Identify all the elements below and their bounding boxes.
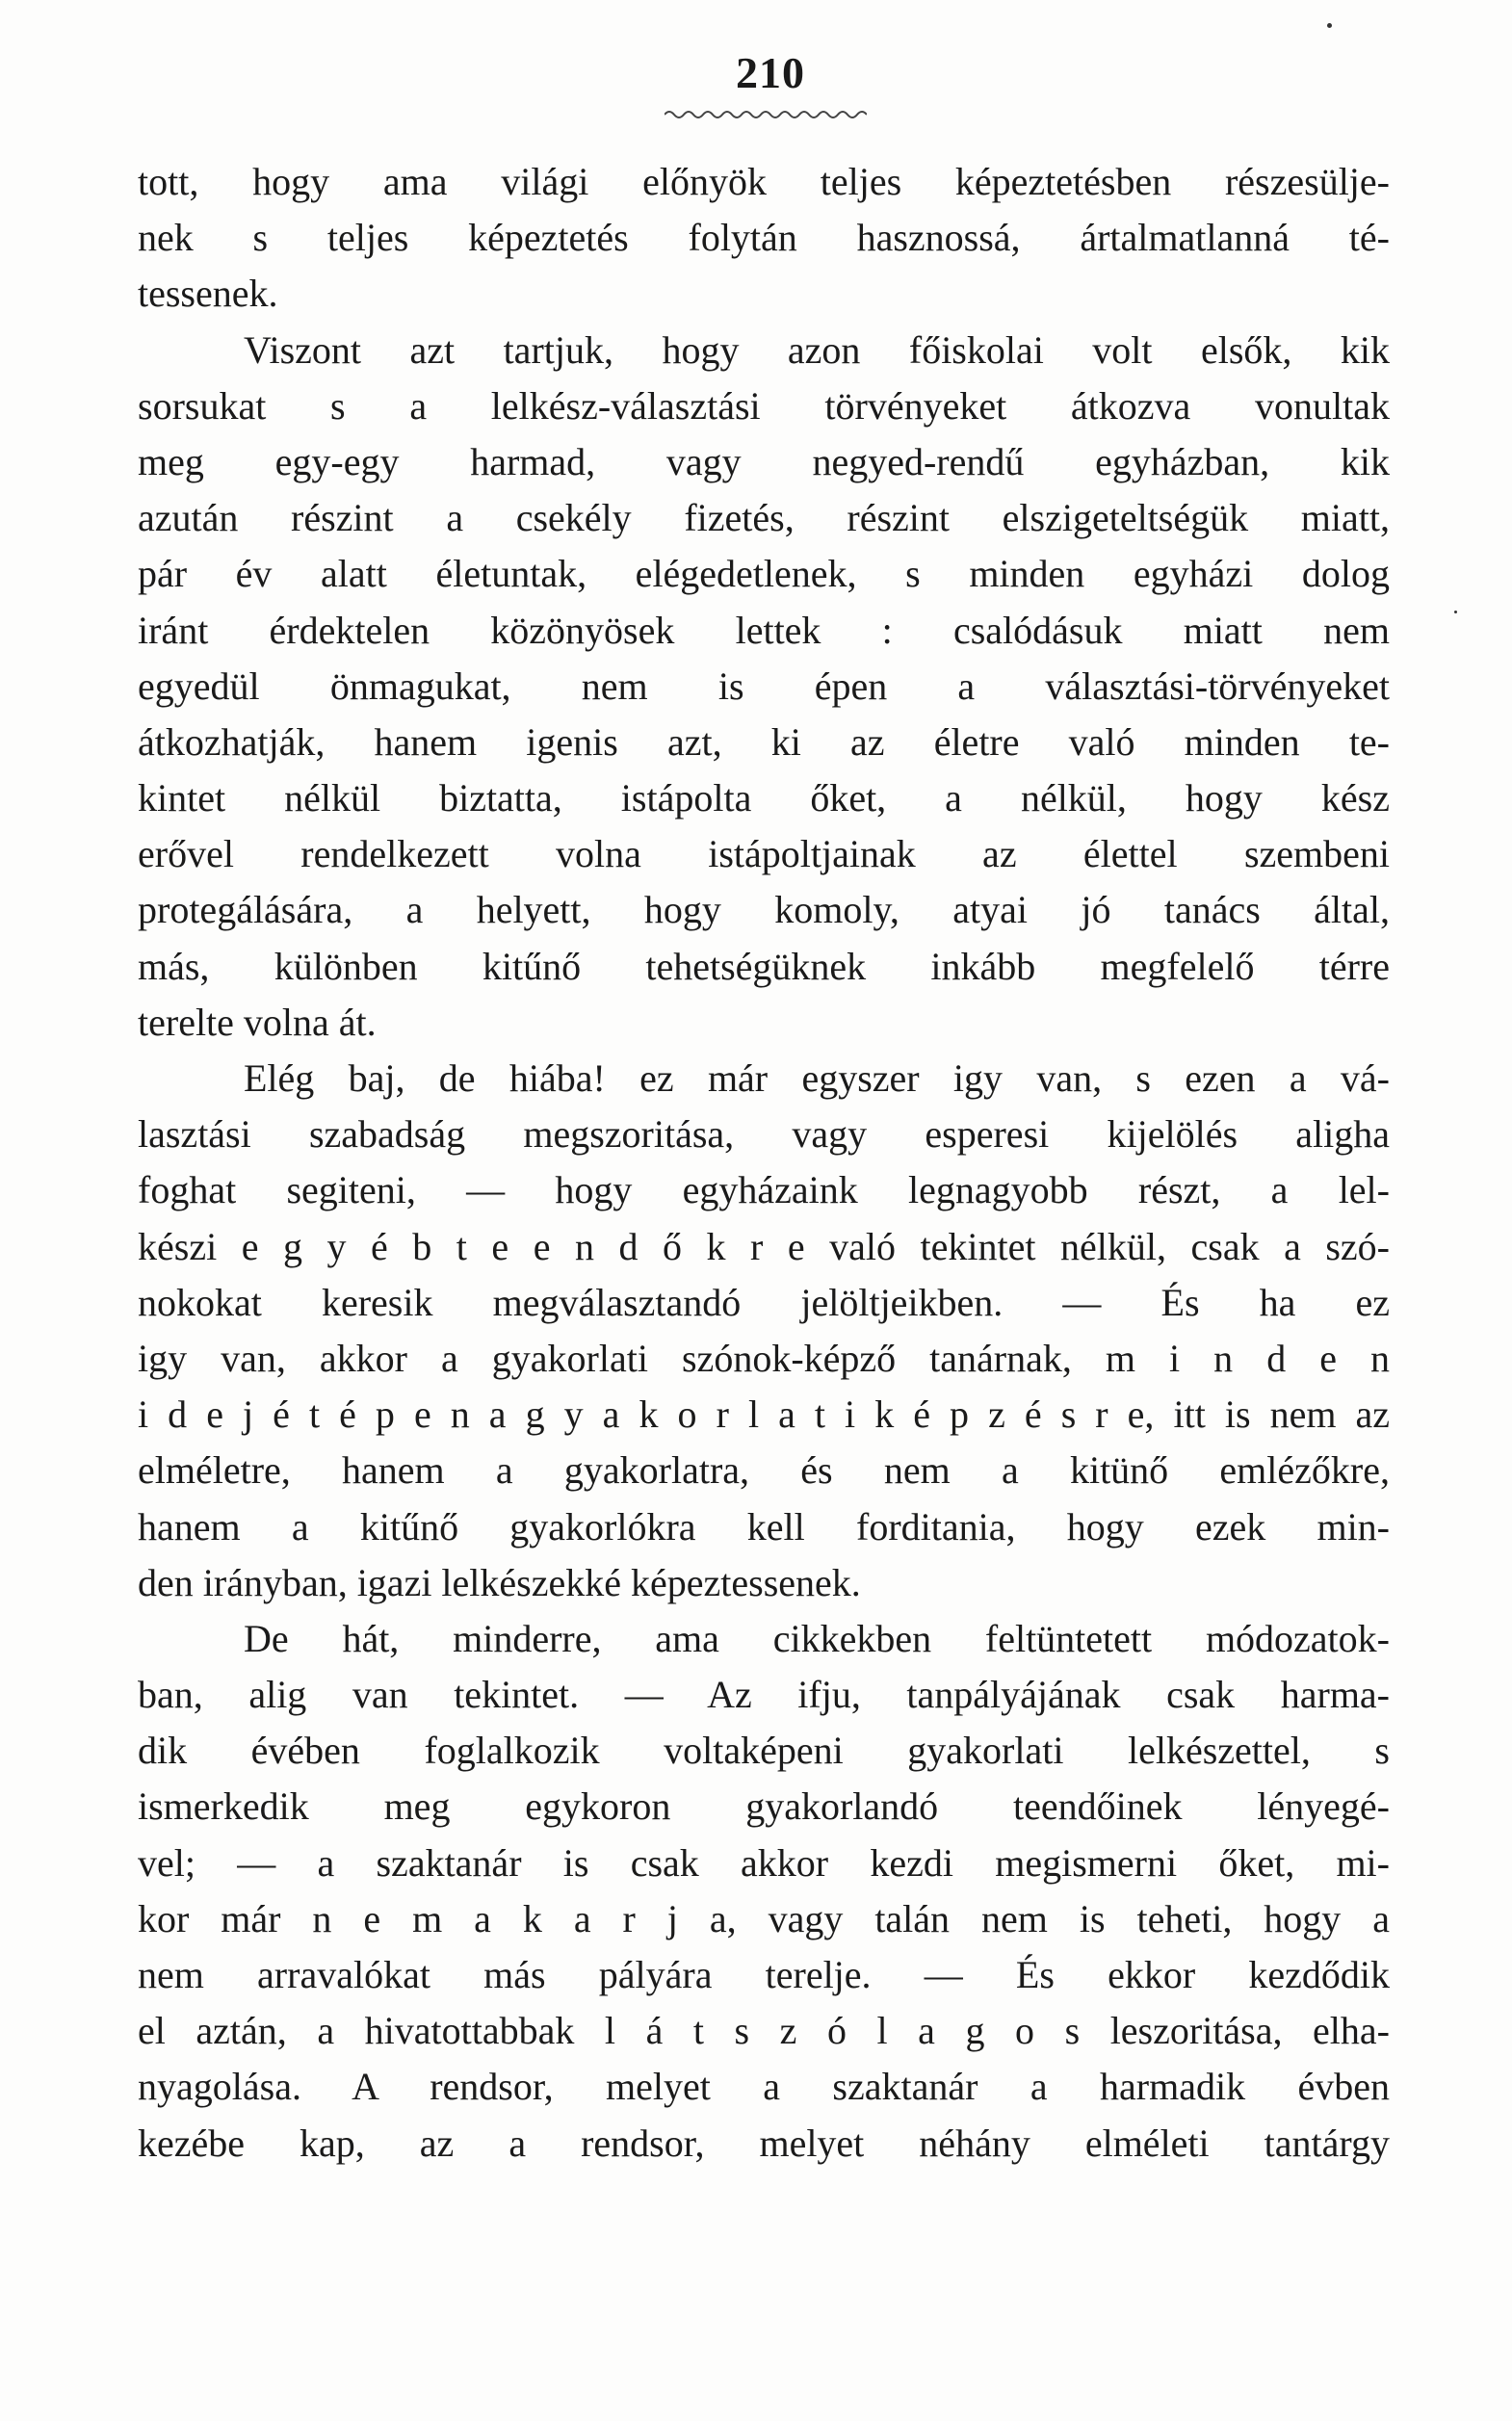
- text-line: erővel rendelkezett volna istápoltjainak az élettel szembeni: [138, 832, 1390, 876]
- text-line: ismerkedik meg egykoron gyakorlandó teendőinek lényegé-: [138, 1784, 1390, 1829]
- text-line: protegálására, a helyett, hogy komoly, atyai jó tanács által,: [138, 888, 1390, 932]
- text-line: elméletre, hanem a gyakorlatra, és nem a kitünő emlézőkre,: [138, 1448, 1390, 1493]
- text-line: terelte volna át.: [138, 1000, 377, 1044]
- text-line: nem arravalókat más pályára terelje. — És ekkor kezdődik: [138, 1953, 1390, 1996]
- text-line: Elég baj, de hiába! ez már egyszer igy van, s ezen a vá-: [244, 1056, 1390, 1100]
- text-line: pár év alatt életuntak, elégedetlenek, s minden egyházi dolog: [138, 552, 1390, 596]
- text-line: Viszont azt tartjuk, hogy azon főiskolai volt elsők, kik: [244, 327, 1390, 372]
- text-line: kor már n e m a k a r j a, vagy talán nem is teheti, hogy a: [138, 1896, 1390, 1940]
- text-line: kintet nélkül biztatta, istápolta őket, a nélkül, hogy kész: [138, 776, 1390, 820]
- text-line: igy van, akkor a gyakorlati szónok-képző tanárnak, m i n d e n: [138, 1336, 1390, 1380]
- text-line: el aztán, a hivatottabbak l á t s z ó l a g o s leszoritása, elha-: [138, 2009, 1390, 2053]
- text-line: tessenek.: [138, 272, 278, 316]
- text-line: nek s teljes képeztetés folytán hasznossá, ártalmatlanná té-: [138, 216, 1390, 260]
- text-line: sorsukat s a lelkész-választási törvényeket átkozva vonultak: [138, 383, 1390, 428]
- text-line: meg egy-egy harmad, vagy negyed-rendű egyházban, kik: [138, 439, 1390, 483]
- text-line: den irányban, igazi lelkészekké képeztessenek.: [138, 1560, 861, 1604]
- text-line: ban, alig van tekintet. — Az ifju, tanpályájának csak harma-: [138, 1673, 1390, 1717]
- text-line: tott, hogy ama világi előnyök teljes képeztetésben részesülje-: [138, 160, 1390, 203]
- body-text: [138, 154, 1390, 2172]
- text-line: lasztási szabadság megszoritása, vagy esperesi kijelölés aligha: [138, 1112, 1390, 1157]
- text-line: i d e j é t é p e n a g y a k o r l a t i k é p z é s r e, itt is nem az: [138, 1393, 1390, 1437]
- page-number: 210: [736, 48, 805, 97]
- text-line: iránt érdektelen közönyösek lettek : csalódásuk miatt nem: [138, 608, 1390, 652]
- text-line: készi e g y é b t e e n d ő k r e való tekintet nélkül, csak a szó-: [138, 1224, 1390, 1268]
- page-header: [0, 44, 1512, 131]
- text-line: vel; — a szaktanár is csak akkor kezdi megismerni őket, mi-: [138, 1840, 1390, 1885]
- text-line: azután részint a csekély fizetés, részint elszigeteltségük miatt,: [138, 496, 1390, 540]
- text-line: dik évében foglalkozik voltaképeni gyakorlati lelkészettel, s: [138, 1729, 1390, 1773]
- text-line: más, különben kitűnő tehetségüknek inkább megfelelő térre: [138, 944, 1390, 988]
- text-line: egyedül önmagukat, nem is épen a választási-törvényeket: [138, 664, 1390, 708]
- text-line: átkozhatják, hanem igenis azt, ki az életre való minden te-: [138, 719, 1390, 764]
- text-line: nokokat keresik megválasztandó jelöltjeikben. — És ha ez: [138, 1280, 1390, 1324]
- header-ornament-rule: [665, 108, 867, 121]
- text-line: nyagolása. A rendsor, melyet a szaktanár a harmadik évben: [138, 2065, 1390, 2109]
- text-line: De hát, minderre, ama cikkekben feltüntetett módozatok-: [244, 1616, 1390, 1660]
- print-speck: [1454, 611, 1457, 613]
- print-speck: [1327, 23, 1332, 28]
- text-line: foghat segiteni, — hogy egyházaink legnagyobb részt, a lel-: [138, 1168, 1390, 1212]
- text-line: hanem a kitűnő gyakorlókra kell forditania, hogy ezek min-: [138, 1504, 1390, 1549]
- text-line: kezébe kap, az a rendsor, melyet néhány elméleti tantárgy: [138, 2121, 1390, 2165]
